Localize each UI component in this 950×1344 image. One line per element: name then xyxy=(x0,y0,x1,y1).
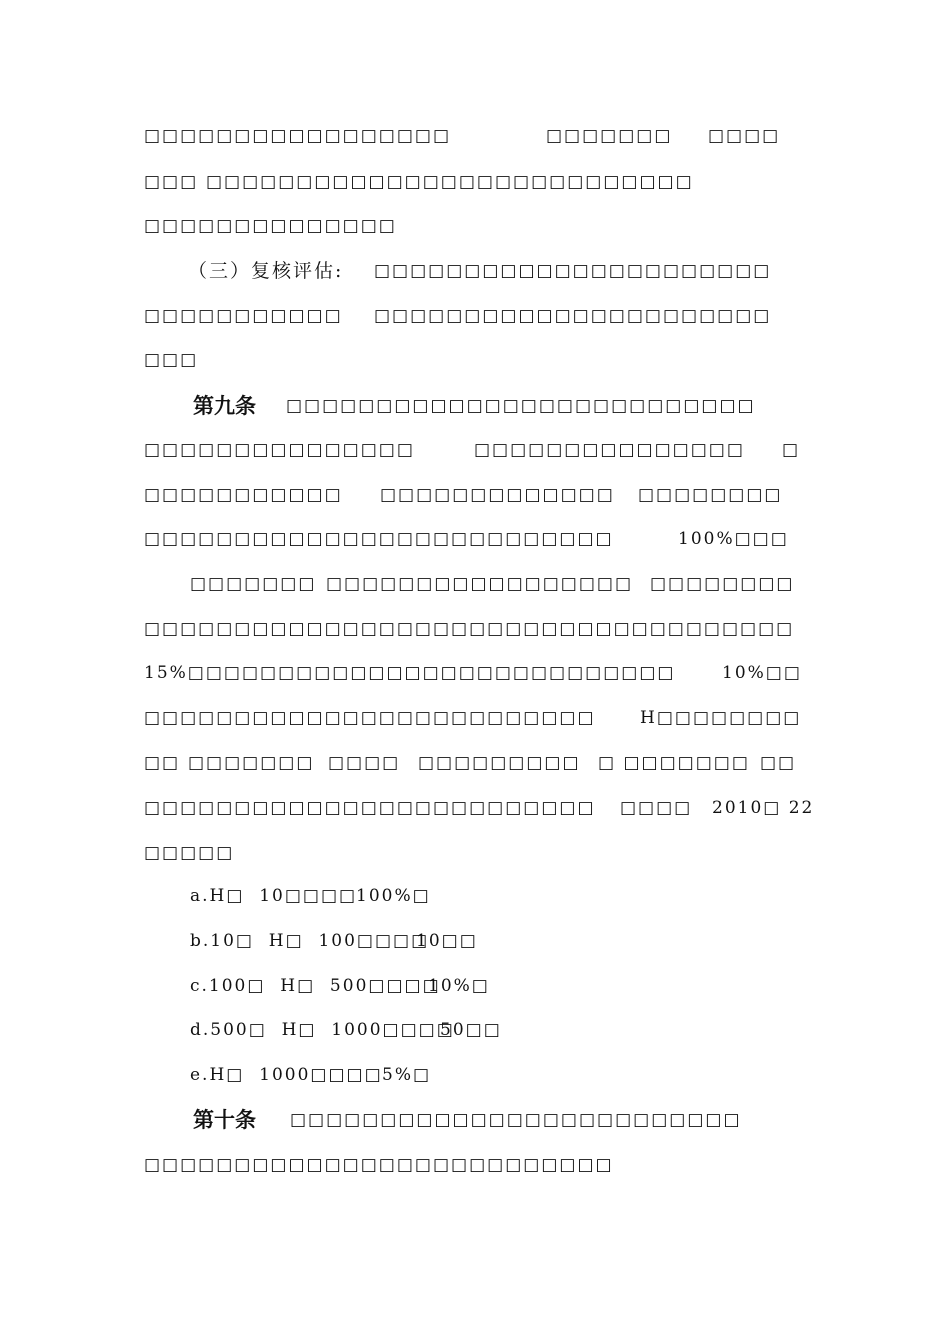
body-text: □□□□□□□□□□□□□□□□□□□□□□□□□□□□□□□□□□□□ xyxy=(144,619,795,639)
body-text: □□□□ xyxy=(708,126,781,146)
body-text: □□□□□□□□□□□□□□□□□□□□□□ xyxy=(374,306,772,326)
list-item: c.100□ H□ 500□□□□ xyxy=(190,976,441,996)
body-text: □□□ xyxy=(144,172,199,192)
list-item-value: 10%□ xyxy=(428,976,490,996)
list-item: a.H□ 10□□□□ xyxy=(190,886,358,906)
body-text: □□□□□ xyxy=(144,843,235,863)
body-text: □□□□□□□□□□□ xyxy=(144,485,343,505)
body-text: □□□□□□□□□ xyxy=(418,753,581,773)
article-heading: 第九条 xyxy=(193,393,256,418)
list-item-value: 5%□ xyxy=(382,1065,432,1085)
body-text: □□□□□□□□□□□□□□□□□□□□□□□□□□ xyxy=(144,1155,614,1175)
body-text: □□□□□□□□□□□□□□□□□□□□□□□□□□□ xyxy=(206,172,694,192)
list-item-value: 10□□ xyxy=(416,931,478,951)
body-text: □□□□□□□□□□□□□□□□□□□□□□□□□ xyxy=(144,798,596,818)
body-text: 100%□□□ xyxy=(678,529,789,549)
body-text: □□□□□□□□□□□□□□□□□□□□□□□□□ xyxy=(290,1110,742,1130)
body-text: □□□□□□□□ xyxy=(638,485,783,505)
body-text: □□□□□□□□□□□ xyxy=(144,306,343,326)
body-text: □□□ xyxy=(144,350,199,370)
body-text: □□□□□□□□□□□□□□□□□□□□□□ xyxy=(374,261,772,281)
body-text: □□ xyxy=(760,753,797,773)
section-heading: （三）复核评估: xyxy=(188,260,344,282)
body-text: 15%□□□□□□□□□□□□□□□□□□□□□□□□□□□ xyxy=(144,663,676,683)
list-item-value: 50□□ xyxy=(440,1020,502,1040)
body-text: □ □□□□□□□ xyxy=(598,753,750,773)
body-text: □□□□□□□□□□□□□ xyxy=(380,485,615,505)
body-text: □□□□□□□ xyxy=(546,126,673,146)
body-text: □□□□□□□□□□□□□□□□□ xyxy=(326,574,634,594)
list-item-value: 100%□ xyxy=(356,886,431,906)
body-text: □□□□□□□□□□□□□□□□□□□□□□□□□ xyxy=(144,708,596,728)
body-text: 2010□ 22 xyxy=(712,798,815,818)
body-text: 10%□□ xyxy=(722,663,802,683)
body-text: □□ xyxy=(144,753,181,773)
body-text: □□□□□□□ xyxy=(190,574,317,594)
body-text: □□□□□□□□ xyxy=(650,574,795,594)
list-item: e.H□ 1000□□□□ xyxy=(190,1065,383,1085)
article-heading: 第十条 xyxy=(193,1107,256,1132)
list-item: d.500□ H□ 1000□□□□ xyxy=(190,1020,455,1040)
body-text: □□□□□□□□□□□□□□□□□□□□□□□□□□ xyxy=(286,396,756,416)
body-text: □□□□□□□□□□□□□□ xyxy=(144,216,397,236)
body-text: □ xyxy=(782,440,801,460)
body-text: □□□□□□□□□□□□□□□ xyxy=(474,440,745,460)
body-text: □□□□ xyxy=(620,798,693,818)
body-text: □□□□□□□□□□□□□□□ xyxy=(144,440,415,460)
body-text: □□□□□□□□□□□□□□□□□ xyxy=(144,126,452,146)
list-item: b.10□ H□ 100□□□□ xyxy=(190,931,430,951)
body-text: □□□□ xyxy=(328,753,401,773)
body-text: H□□□□□□□□ xyxy=(640,708,802,728)
body-text: □□□□□□□□□□□□□□□□□□□□□□□□□□ xyxy=(144,529,614,549)
body-text: □□□□□□□ xyxy=(188,753,315,773)
